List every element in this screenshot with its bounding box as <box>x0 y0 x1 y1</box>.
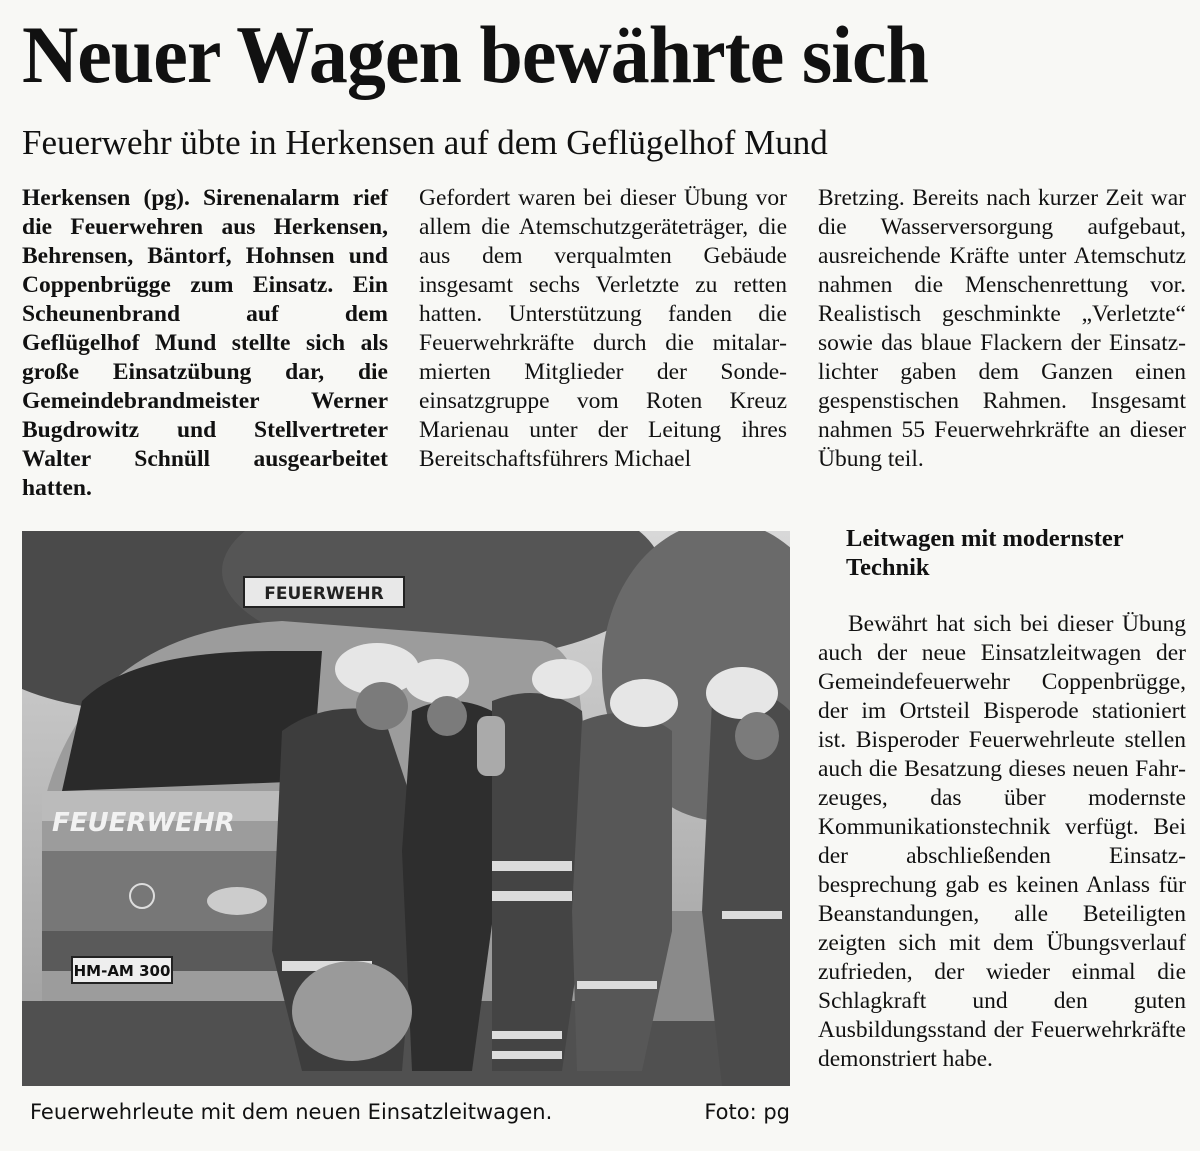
column-2 <box>419 184 787 474</box>
column-4 <box>818 610 1186 1074</box>
column-3 <box>818 184 1186 474</box>
section-heading: Leitwagen mit modernster Technik <box>846 525 1124 581</box>
photo-illustration <box>22 531 790 1086</box>
body-paragraph-3: Bretzing. Bereits nach kurzer Zeit war die Wasserversorgung aufgebaut, ausreichende Kräfte unter Atemschutz nahmen die Menschenrettung vor. Realistisch geschminkte „Verletzte“ sowie das blaue Flackern der Einsatzlichter gaben dem Ganzen einen gespenstischen Rahmen. Insgesamt nahmen 55 Feuerwehrkräfte an dieser Übung teil. <box>818 185 1186 472</box>
subheadline: Feuerwehr übte in Herkensen auf dem Geflügelhof Mund <box>22 123 828 162</box>
lead-column <box>22 184 388 503</box>
body-paragraph-2: Gefordert waren bei dieser Übung vor allem die Atemschutzgeräteträger, die aus dem verqualmten Gebäude insgesamt sechs Verletzte zu retten hatten. Unterstützung fanden die Feuerwehrkräfte durch die mitalarmierten Mitglieder der Sondeeinsatzgruppe vom Roten Kreuz Marienau unter der Leitung ihres Bereitschaftsführers Michael <box>419 185 787 472</box>
body-paragraph-4: Bewährt hat sich bei dieser Übung auch der neue Einsatzleitwagen der Gemeindefeuerwehr Coppenbrügge, der im Ortsteil Bisperode stationiert ist. Bisperoder Feuerwehrleute stellen auch die Besatzung dieses neuen Fahrzeuges, das über modernste Kommunikationstechnik verfügt. Bei der abschließenden Einsatzbesprechung gab es keinen Anlass für Beanstandungen, alle Beteiligten zeigten sich mit dem Übungsverlauf zufrieden, der wieder einmal die Schlagkraft und den guten Ausbildungsstand der Feuerwehrkräfte demonstriert habe. <box>818 611 1186 1072</box>
photo-caption-row <box>30 1098 790 1126</box>
headline: Neuer Wagen bewährte sich <box>22 9 928 100</box>
van-side-text: FEUERWEHR <box>52 808 235 838</box>
photo-caption: Feuerwehrleute mit dem neuen Einsatzleitwagen. <box>30 1100 553 1124</box>
photo-credit: Foto: pg <box>704 1100 790 1124</box>
news-photo <box>22 531 790 1086</box>
lead-paragraph: Herkensen (pg). Sirenenalarm rief die Feuerwehren aus Herkensen, Behrensen, Bäntorf, Hohnsen und Coppenbrügge zum Einsatz. Ein Scheunenbrand auf dem Geflügelhof Mund stellte sich als große Einsatzübung dar, die Gemeindebrandmeister Werner Bugdrowitz und Stellvertreter Walter Schnüll ausgearbeitet hatten. <box>22 185 388 501</box>
license-plate-text: HM-AM 300 <box>73 962 171 980</box>
roof-sign-text: FEUERWEHR <box>264 584 384 604</box>
